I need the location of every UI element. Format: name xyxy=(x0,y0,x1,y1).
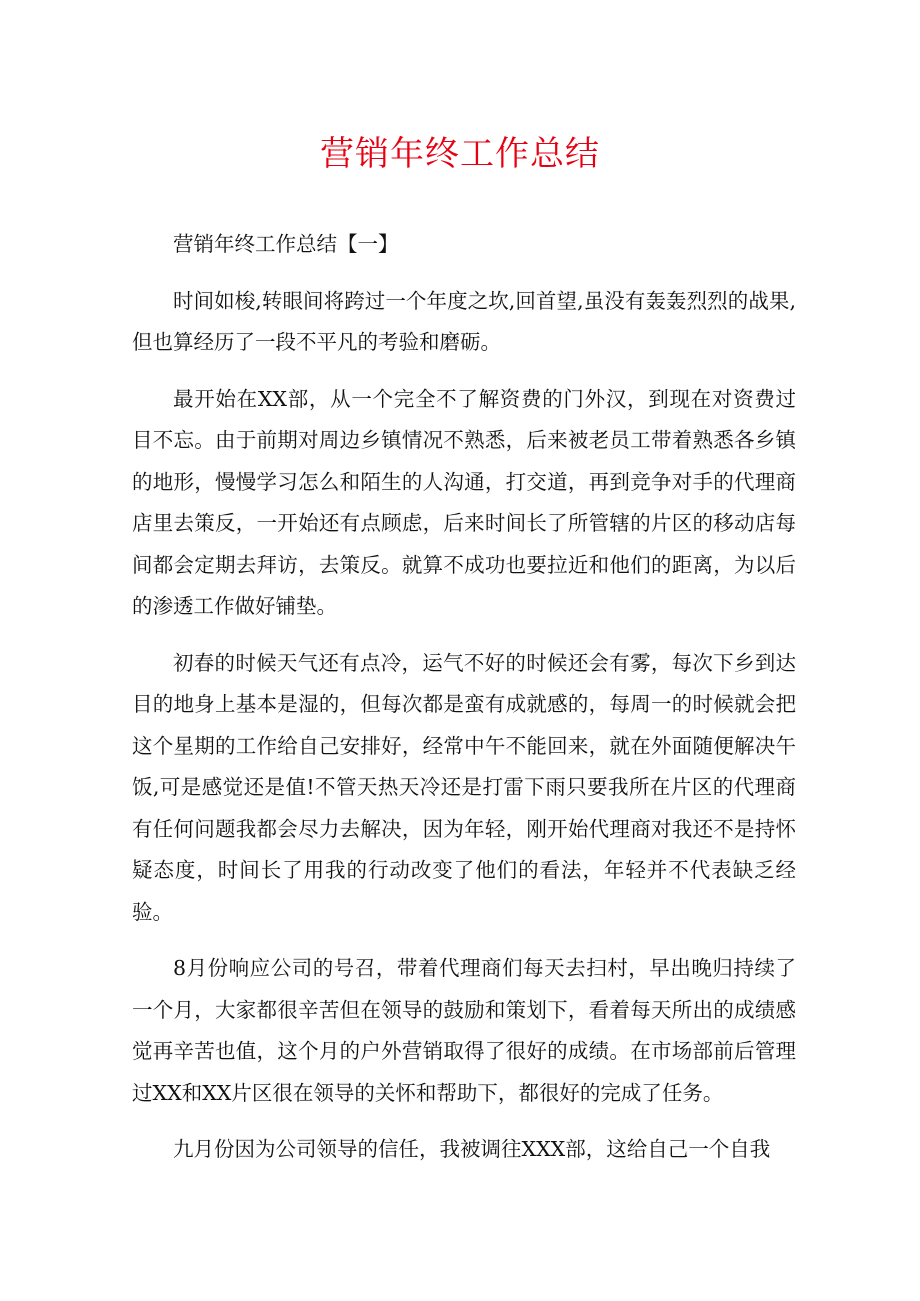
document-body xyxy=(132,224,796,1186)
paragraph-3: 初春的时候天气还有点冷，运气不好的时候还会有雾，每次下乡到达目的地身上基本是湿的，但每次都是蛮有成就感的，每周一的时候就会把这个星期的工作给自己安排好，经常中午不能回来，就在外面随便解决午饭,可是感觉还是值!不管天热天冷还是打雷下雨只要我所在片区的代理商有任何问题我都会尽力去解决，因为年轻，刚开始代理商对我还不是持怀疑态度，时间长了用我的行动改变了他们的看法，年轻并不代表缺乏经验。 xyxy=(132,650,796,924)
paragraph-1: 时间如梭,转眼间将跨过一个年度之坎,回首望,虽没有轰轰烈烈的战果,但也算经历了一段不平凡的考验和磨砺。 xyxy=(132,288,796,354)
document-title: 营销年终工作总结 xyxy=(320,134,600,174)
section-heading: 营销年终工作总结【一】 xyxy=(173,232,399,256)
paragraph-4: 8月份响应公司的号召，带着代理商们每天去扫村，早出晚归持续了一个月，大家都很辛苦但在领导的鼓励和策划下，看着每天所出的成绩感觉再辛苦也值，这个月的户外营销取得了很好的成绩。在市场部前后管理过XX和XX片区很在领导的关怀和帮助下，都很好的完成了任务。 xyxy=(132,956,796,1105)
paragraph-5: 九月份因为公司领导的信任，我被调往XXX部，这给自己一个自我 xyxy=(173,1137,771,1161)
paragraph-2: 最开始在XX部，从一个完全不了解资费的门外汉，到现在对资费过目不忘。由于前期对周边乡镇情况不熟悉，后来被老员工带着熟悉各乡镇的地形，慢慢学习怎么和陌生的人沟通，打交道，再到竞争对手的代理商店里去策反，一开始还有点顾虑，后来时间长了所管辖的片区的移动店每间都会定期去拜访，去策反。就算不成功也要拉近和他们的距离，为以后的渗透工作做好铺垫。 xyxy=(132,386,796,618)
